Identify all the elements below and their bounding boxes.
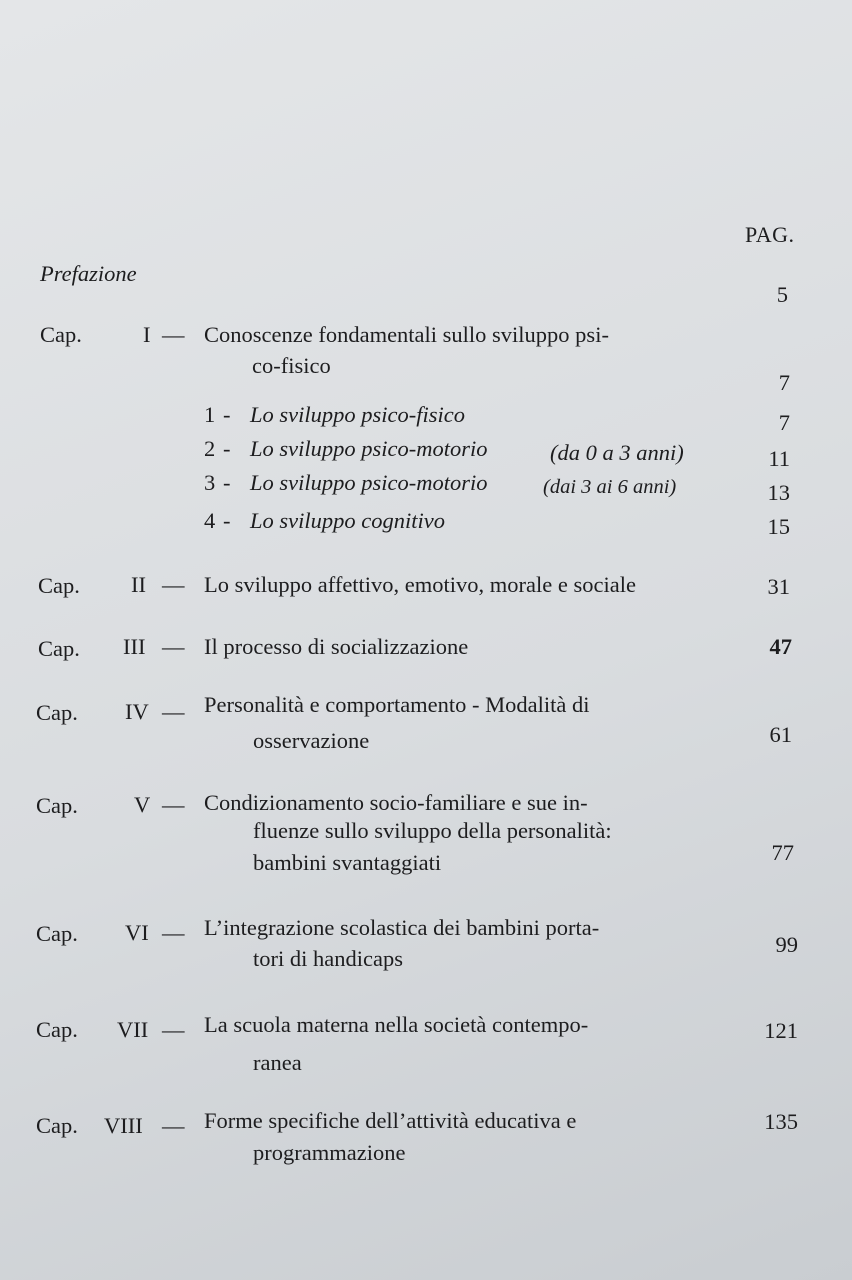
subsection-title: Lo sviluppo psico-motorio xyxy=(250,470,488,495)
chapter-title-line: ranea xyxy=(253,1050,302,1075)
chapter-title-line: Condizionamento socio-familiare e sue in- xyxy=(204,790,588,815)
subsection-page: 11 xyxy=(768,446,790,471)
subsection-extra: (dai 3 ai 6 anni) xyxy=(543,476,677,498)
chapter-page: 47 xyxy=(769,634,792,659)
chapter-page: 77 xyxy=(771,840,794,865)
chapter-prefix: Cap. xyxy=(36,1113,78,1138)
subsection-number: 3 xyxy=(204,470,216,495)
chapter-title-line: La scuola materna nella società contempo- xyxy=(204,1012,589,1037)
chapter-title-line: fluenze sullo sviluppo della personalità: xyxy=(253,818,612,843)
subsection-extra: (da 0 a 3 anni) xyxy=(550,440,684,465)
subsection-number: 2 xyxy=(204,436,216,461)
subsection-dash: - xyxy=(223,402,231,427)
chapter-title-line: programmazione xyxy=(253,1140,406,1165)
chapter-prefix: Cap. xyxy=(36,1017,78,1042)
chapter-dash: — xyxy=(162,572,184,597)
chapter-title-line: bambini svantaggiati xyxy=(253,850,442,875)
chapter-prefix: Cap. xyxy=(38,636,80,661)
chapter-page: 121 xyxy=(764,1018,798,1043)
chapter-prefix: Cap. xyxy=(40,322,82,347)
chapter-title-line: Il processo di socializzazione xyxy=(204,634,469,659)
chapter-dash: — xyxy=(162,1113,184,1138)
chapter-page: 7 xyxy=(778,370,790,395)
chapter-roman: I xyxy=(143,322,151,347)
chapter-title-line: Conoscenze fondamentali sullo sviluppo psi- xyxy=(204,322,609,347)
chapter-title-line: Forme specifiche dell’attività educativa e xyxy=(204,1108,577,1133)
preface-page: 5 xyxy=(776,282,788,307)
chapter-roman: VI xyxy=(125,920,149,945)
chapter-dash: — xyxy=(162,699,184,724)
chapter-roman: VIII xyxy=(104,1113,143,1138)
chapter-page: 31 xyxy=(767,574,790,599)
chapter-prefix: Cap. xyxy=(36,700,78,725)
chapter-roman: VII xyxy=(117,1017,149,1042)
chapter-dash: — xyxy=(162,792,184,817)
subsection-page: 7 xyxy=(778,410,790,435)
chapter-prefix: Cap. xyxy=(36,921,78,946)
chapter-roman: III xyxy=(123,634,146,659)
chapter-prefix: Cap. xyxy=(36,793,78,818)
subsection-number: 1 xyxy=(204,402,216,427)
subsection-page: 15 xyxy=(767,514,790,539)
subsection-page: 13 xyxy=(767,480,790,505)
subsection-number: 4 xyxy=(204,508,216,533)
subsection-dash: - xyxy=(223,508,231,533)
chapter-roman: IV xyxy=(125,699,149,724)
chapter-title-line: osservazione xyxy=(253,728,370,753)
chapter-page: 61 xyxy=(769,722,792,747)
subsection-dash: - xyxy=(223,470,231,495)
subsection-dash: - xyxy=(223,436,231,461)
subsection-title: Lo sviluppo psico-motorio xyxy=(250,436,488,461)
preface-label: Prefazione xyxy=(40,261,137,286)
chapter-title-line: Lo sviluppo affettivo, emotivo, morale e sociale xyxy=(204,572,636,597)
subsection-title: Lo sviluppo psico-fisico xyxy=(250,402,465,427)
chapter-title-line: tori di handicaps xyxy=(253,946,403,971)
chapter-dash: — xyxy=(162,322,184,347)
chapter-prefix: Cap. xyxy=(38,573,80,598)
chapter-page: 99 xyxy=(775,932,798,957)
subsection-title: Lo sviluppo cognitivo xyxy=(250,508,445,533)
chapter-title-line: L’integrazione scolastica dei bambini porta- xyxy=(204,915,600,940)
chapter-roman: V xyxy=(134,792,151,817)
page-column-header: PAG. xyxy=(745,222,795,247)
chapter-title-line: co-fisico xyxy=(252,353,331,378)
chapter-dash: — xyxy=(162,634,184,659)
chapter-dash: — xyxy=(162,1017,184,1042)
chapter-title-line: Personalità e comportamento - Modalità di xyxy=(204,692,590,717)
chapter-page: 135 xyxy=(764,1109,798,1134)
chapter-roman: II xyxy=(131,572,146,597)
chapter-dash: — xyxy=(162,920,184,945)
show-through-text xyxy=(118,52,129,274)
